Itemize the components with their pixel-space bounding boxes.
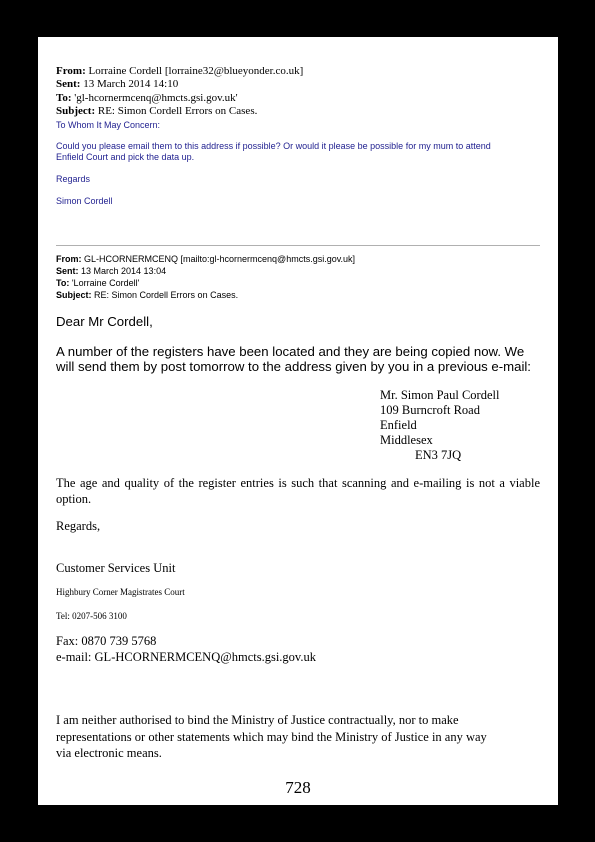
email1-from-line	[56, 65, 303, 78]
email2-subject-line	[56, 290, 238, 301]
subject-value: RE: Simon Cordell Errors on Cases.	[94, 290, 239, 300]
email2-greeting: Dear Mr Cordell,	[56, 314, 153, 329]
from-value: GL-HCORNERMCENQ [mailto:gl-hcornermcenq@hmcts.gsi.gov.uk]	[84, 254, 356, 264]
address-line4: Middlesex	[380, 433, 433, 447]
email2-para2: The age and quality of the register entries is such that scanning and e-mailing is not a viable option.	[56, 476, 540, 506]
document-page	[38, 37, 558, 805]
email1-sent-line	[56, 78, 178, 91]
sent-value: 13 March 2014 13:04	[81, 266, 167, 276]
subject-label: Subject:	[56, 290, 92, 300]
sent-label: Sent:	[56, 78, 81, 90]
from-label: From:	[56, 254, 82, 264]
email1-body-line2: Enfield Court and pick the data up.	[56, 152, 195, 162]
email1-closing: Regards	[56, 174, 91, 184]
email1-salutation: To Whom It May Concern:	[56, 120, 161, 130]
signature-email: e-mail: GL-HCORNERMCENQ@hmcts.gsi.gov.uk	[56, 650, 316, 664]
to-label: To:	[56, 278, 70, 288]
email2-regards: Regards,	[56, 519, 101, 533]
address-line1: Mr. Simon Paul Cordell	[380, 388, 500, 402]
page-number: 728	[285, 778, 311, 797]
sent-label: Sent:	[56, 266, 79, 276]
address-line2: 109 Burncroft Road	[380, 403, 480, 417]
email2-para1-line1: A number of the registers have been located and they are being copied now. We	[56, 344, 525, 359]
to-label: To:	[56, 92, 72, 104]
email2-from-line	[56, 254, 355, 265]
email2-sent-line	[56, 266, 166, 277]
signature-unit: Customer Services Unit	[56, 561, 176, 575]
from-value: Lorraine Cordell [lorraine32@blueyonder.co.uk]	[88, 65, 304, 77]
to-value: 'Lorraine Cordell'	[71, 278, 140, 288]
signature-court: Highbury Corner Magistrates Court	[56, 587, 185, 597]
disclaimer: I am neither authorised to bind the Ministry of Justice contractually, nor to make representations or other statements which may bind the Ministry of Justice in any way via electronic means.	[56, 713, 487, 760]
email1-body-line1: Could you please email them to this address if possible? Or would it please be possible for my mum to attend	[56, 141, 491, 151]
subject-value: RE: Simon Cordell Errors on Cases.	[97, 105, 258, 117]
address-line3: Enfield	[380, 418, 417, 432]
address-postcode: EN3 7JQ	[415, 448, 462, 462]
to-value: 'gl-hcornermcenq@hmcts.gsi.gov.uk'	[74, 92, 238, 104]
email1-signature: Simon Cordell	[56, 196, 113, 206]
signature-fax: Fax: 0870 739 5768	[56, 634, 157, 648]
subject-label: Subject:	[56, 105, 96, 117]
from-label: From:	[56, 65, 86, 77]
email2-to-line	[56, 278, 139, 289]
email1-to-line	[56, 92, 238, 105]
email-separator	[56, 245, 540, 246]
email2-para1-line2: will send them by post tomorrow to the address given by you in a previous e-mail:	[56, 359, 531, 374]
signature-tel: Tel: 0207-506 3100	[56, 611, 127, 621]
email1-subject-line	[56, 105, 257, 118]
sent-value: 13 March 2014 14:10	[83, 78, 179, 90]
